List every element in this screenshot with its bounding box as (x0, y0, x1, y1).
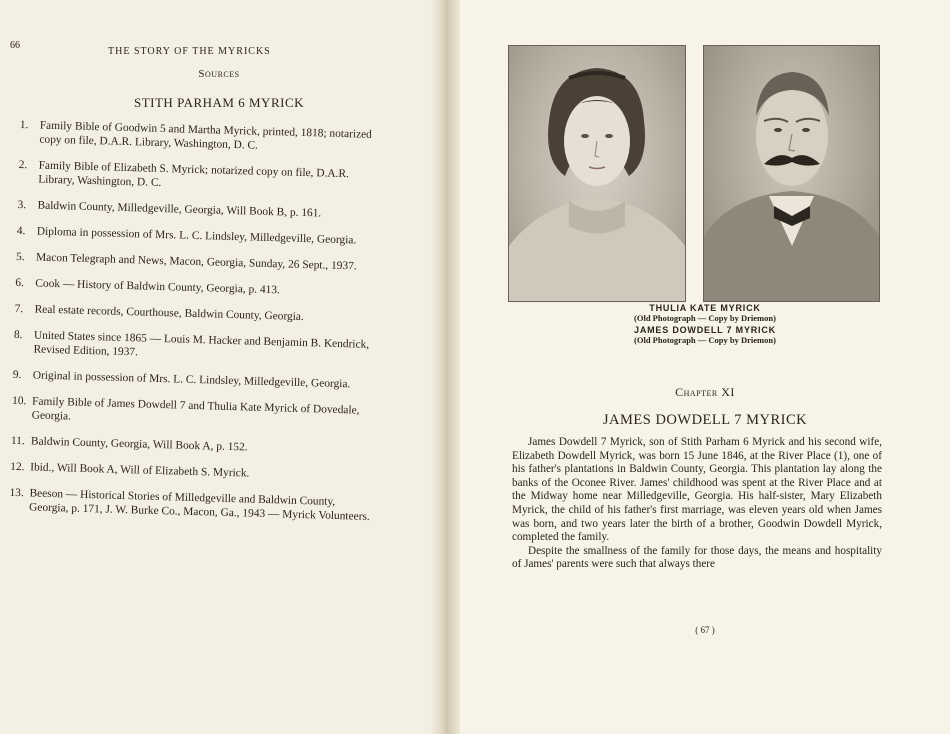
source-text: Macon Telegraph and News, Macon, Georgia, Sunday, 26 Sept., 1937. (35, 251, 357, 273)
right-page (460, 0, 950, 734)
man-portrait-illustration (704, 46, 879, 301)
caption-name: JAMES DOWDELL 7 MYRICK (634, 325, 776, 335)
source-text: Diploma in possession of Mrs. L. C. Lindsley, Milledgeville, Georgia. (36, 225, 357, 247)
sources-list (9, 118, 385, 536)
source-text: Baldwin County, Milledgeville, Georgia, Will Book B, p. 161. (37, 199, 322, 220)
source-item (19, 118, 385, 156)
source-number: 3. (17, 198, 27, 212)
source-number: 1. (19, 118, 29, 132)
source-number: 10. (11, 394, 27, 408)
source-item (17, 224, 382, 248)
page-number: 66 (10, 40, 20, 51)
chapter-label: Chapter XI (675, 385, 735, 399)
source-item (12, 394, 378, 432)
source-number: 2. (18, 158, 28, 172)
chapter-title: JAMES DOWDELL 7 MYRICK (602, 412, 808, 428)
woman-portrait-illustration (509, 46, 685, 301)
source-text: Real estate records, Courthouse, Baldwin County, Georgia. (34, 303, 304, 323)
source-text: United States since 1865 — Louis M. Hacker and Benjamin B. Kendrick, Revised Edition, 1937. (33, 329, 370, 359)
source-number: 5. (15, 250, 25, 264)
source-item (17, 198, 382, 222)
source-text: Family Bible of Elizabeth S. Myrick; notarized copy on file, D.A.R. Library, Washington, D. C. (38, 159, 350, 189)
source-item (10, 460, 375, 484)
portrait-james-dowdell-myrick (703, 45, 880, 302)
photo-captions (460, 303, 950, 347)
source-item (11, 434, 376, 458)
paragraph: James Dowdell 7 Myrick, son of Stith Parham 6 Myrick and his second wife, Elizabeth Dowdell Myrick, was born 15 June 1846, at the River Place (1), one of his father's plantations in Baldwin County, Georgia. This plantation lay along the banks of the Oconee River. James' childhood was spent at the River Place and at the Midway home near Milledgeville, Georgia. His half-sister, Mary Elizabeth Myrick, the child of his father's first marriage, was eleven years old when James was born, and two years later the birth of a brother, Goodwin Dowdell Myrick, completed the family. (512, 436, 882, 544)
source-item (9, 486, 375, 524)
source-text: Family Bible of James Dowdell 7 and Thulia Kate Myrick of Dovedale, Georgia. (31, 395, 360, 423)
source-number: 12. (10, 460, 25, 474)
source-item (16, 250, 381, 274)
source-number: 4. (16, 224, 26, 238)
section-title: STITH PARHAM 6 MYRICK (133, 95, 305, 110)
source-text: Beeson — Historical Stories of Milledgeville and Baldwin County, Georgia, p. 171, J. W. Burke Co., Macon, Ga., 1943 — Myrick Volunteers. (28, 487, 370, 523)
left-page (0, 0, 438, 734)
source-number: 6. (15, 276, 25, 290)
chapter-body (512, 436, 882, 572)
source-number: 7. (14, 302, 24, 316)
book-gutter (430, 0, 460, 734)
sources-heading: Sources (198, 68, 240, 80)
source-text: Original in possession of Mrs. L. C. Lindsley, Milledgeville, Georgia. (32, 369, 351, 391)
source-number: 9. (12, 368, 22, 382)
running-head: THE STORY OF THE MYRICKS (108, 46, 271, 57)
portrait-thulia-kate-myrick (508, 45, 686, 302)
source-number: 11. (10, 434, 25, 448)
source-text: Family Bible of Goodwin 5 and Martha Myrick, printed, 1818; notarized copy on file, D.A.R. Library, Washington, D. C. (39, 119, 373, 152)
source-item (18, 158, 384, 196)
source-item (13, 368, 378, 392)
source-number: 13. (9, 486, 24, 500)
source-text: Ibid., Will Book A, Will of Elizabeth S. Myrick. (30, 461, 250, 480)
source-item (13, 328, 379, 366)
caption-name: THULIA KATE MYRICK (649, 303, 761, 313)
source-text: Cook — History of Baldwin County, Georgia, p. 413. (35, 277, 281, 297)
caption-credit: (Old Photograph — Copy by Driemon) (634, 313, 776, 323)
paragraph: Despite the smallness of the family for those days, the means and hospitality of James' parents were such that always there (512, 544, 882, 571)
source-item (14, 302, 379, 326)
caption-credit: (Old Photograph — Copy by Driemon) (634, 335, 776, 345)
source-item (15, 276, 380, 300)
source-number: 8. (13, 328, 23, 342)
source-text: Baldwin County, Georgia, Will Book A, p. 152. (30, 435, 248, 454)
page-folio: ( 67 ) (695, 625, 715, 635)
